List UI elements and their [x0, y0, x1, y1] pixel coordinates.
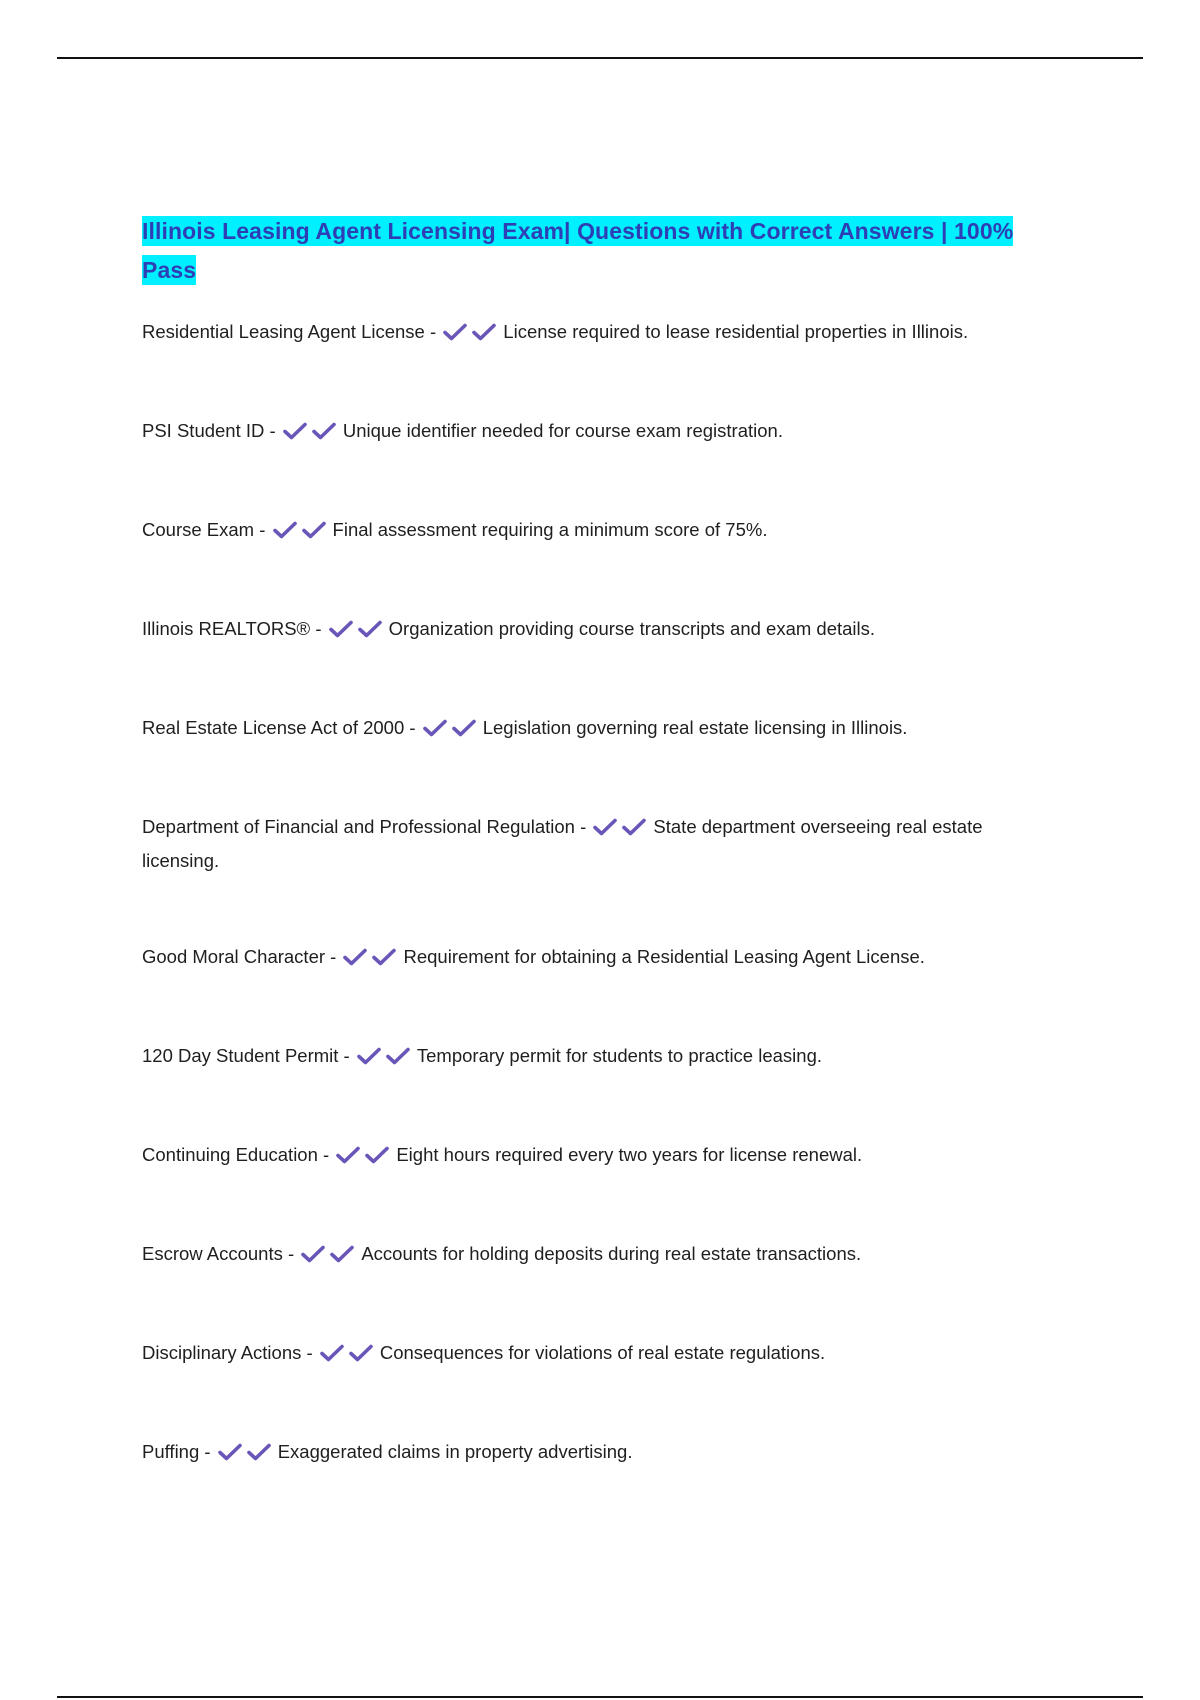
list-item: [142, 941, 1042, 975]
checkmark-icon: [302, 521, 326, 539]
check-pair: [329, 616, 387, 647]
item-term: Real Estate License Act of 2000: [142, 717, 405, 738]
checkmark-icon: [357, 1047, 381, 1065]
item-definition: Organization providing course transcripts and exam details.: [388, 618, 876, 639]
top-rule: [57, 57, 1143, 59]
check-pair: [423, 715, 481, 746]
checkmark-icon: [452, 719, 476, 737]
item-term: Disciplinary Actions: [142, 1342, 302, 1363]
item-term: Puffing: [142, 1441, 200, 1462]
check-pair: [218, 1439, 276, 1470]
item-definition: Accounts for holding deposits during real estate transactions.: [361, 1243, 862, 1264]
list-item: [142, 514, 1042, 548]
checkmark-icon: [218, 1443, 242, 1461]
item-term: Escrow Accounts: [142, 1243, 283, 1264]
list-item: [142, 811, 1042, 876]
checkmark-icon: [247, 1443, 271, 1461]
item-definition: License required to lease residential properties in Illinois.: [503, 321, 969, 342]
item-definition: Legislation governing real estate licensing in Illinois.: [482, 717, 908, 738]
checkmark-icon: [349, 1344, 373, 1362]
checkmark-icon: [423, 719, 447, 737]
document-title: [142, 212, 1042, 290]
item-separator: -: [199, 1441, 216, 1462]
document-page: [142, 212, 1042, 1535]
item-definition: Temporary permit for students to practice leasing.: [416, 1045, 822, 1066]
item-definition: Unique identifier needed for course exam registration.: [342, 420, 783, 441]
item-separator: -: [338, 1045, 355, 1066]
list-item: [142, 1238, 1042, 1272]
item-definition: Requirement for obtaining a Residential Leasing Agent License.: [403, 946, 925, 967]
checkmark-icon: [593, 818, 617, 836]
item-definition: Consequences for violations of real estate regulations.: [379, 1342, 826, 1363]
list-item: [142, 415, 1042, 449]
item-separator: -: [310, 618, 327, 639]
list-item: [142, 1139, 1042, 1173]
check-pair: [593, 814, 651, 845]
checkmark-icon: [283, 422, 307, 440]
checkmark-icon: [343, 948, 367, 966]
checkmark-icon: [386, 1047, 410, 1065]
checkmark-icon: [443, 323, 467, 341]
checkmark-icon: [472, 323, 496, 341]
list-item: [142, 1040, 1042, 1074]
checkmark-icon: [358, 620, 382, 638]
item-term: Good Moral Character: [142, 946, 326, 967]
item-term: Course Exam: [142, 519, 255, 540]
checkmark-icon: [273, 521, 297, 539]
checkmark-icon: [365, 1146, 389, 1164]
checkmark-icon: [336, 1146, 360, 1164]
item-term: Illinois REALTORS®: [142, 618, 311, 639]
item-term: 120 Day Student Permit: [142, 1045, 339, 1066]
check-pair: [343, 944, 401, 975]
item-separator: -: [264, 420, 281, 441]
title-highlight: Illinois Leasing Agent Licensing Exam| Questions with Correct Answers | 100% Pass: [142, 218, 1014, 283]
item-definition: Exaggerated claims in property advertising.: [277, 1441, 633, 1462]
checkmark-icon: [301, 1245, 325, 1263]
checkmark-icon: [622, 818, 646, 836]
check-pair: [273, 517, 331, 548]
item-definition: State department overseeing real estate licensing.: [142, 816, 983, 871]
list-item: [142, 712, 1042, 746]
check-pair: [357, 1043, 415, 1074]
item-separator: -: [317, 1144, 335, 1165]
item-separator: -: [254, 519, 271, 540]
check-pair: [320, 1340, 378, 1371]
check-pair: [443, 319, 501, 350]
item-term: Department of Financial and Professional Regulation: [142, 816, 575, 837]
checkmark-icon: [312, 422, 336, 440]
item-definition: Final assessment requiring a minimum score of 75%.: [332, 519, 768, 540]
item-separator: -: [282, 1243, 300, 1264]
bottom-rule: [57, 1696, 1143, 1698]
check-pair: [283, 418, 341, 449]
checkmark-icon: [330, 1245, 354, 1263]
item-term: Residential Leasing Agent License: [142, 321, 425, 342]
check-pair: [301, 1241, 359, 1272]
check-pair: [336, 1142, 394, 1173]
item-definition: Eight hours required every two years for license renewal.: [396, 1144, 863, 1165]
item-separator: -: [404, 717, 421, 738]
qa-list: [142, 316, 1042, 1470]
item-separator: -: [574, 816, 592, 837]
item-separator: -: [424, 321, 442, 342]
list-item: [142, 1337, 1042, 1371]
list-item: [142, 613, 1042, 647]
checkmark-icon: [329, 620, 353, 638]
checkmark-icon: [372, 948, 396, 966]
item-term: PSI Student ID: [142, 420, 265, 441]
item-term: Continuing Education: [142, 1144, 318, 1165]
item-separator: -: [301, 1342, 318, 1363]
list-item: [142, 316, 1042, 350]
checkmark-icon: [320, 1344, 344, 1362]
list-item: [142, 1436, 1042, 1470]
item-separator: -: [325, 946, 342, 967]
